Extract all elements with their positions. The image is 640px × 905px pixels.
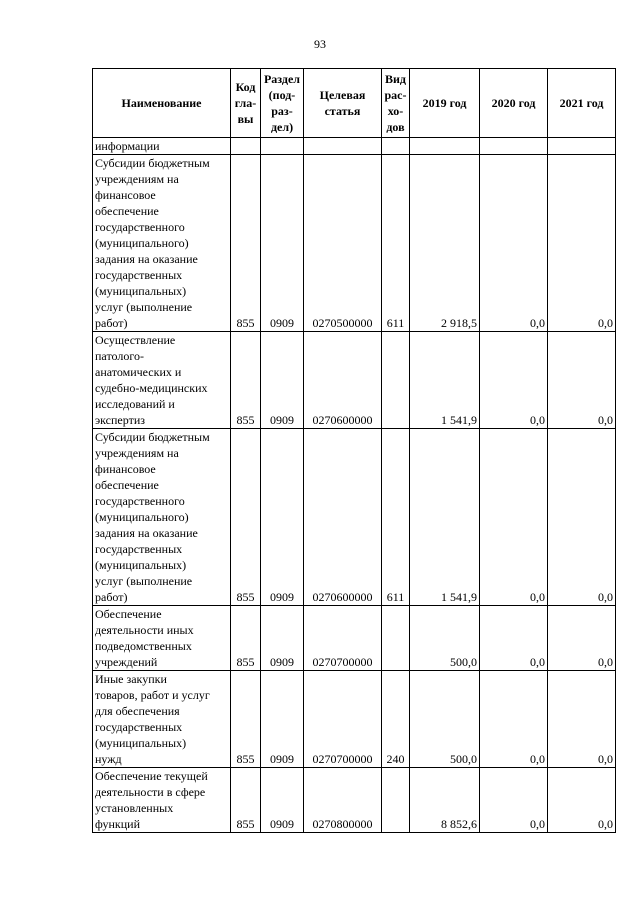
row-2019: 1 541,9	[410, 429, 480, 606]
row-expense: 611	[382, 155, 410, 332]
row-2019: 500,0	[410, 606, 480, 671]
table-row	[93, 768, 616, 833]
table-row	[93, 155, 616, 332]
row-2020: 0,0	[480, 332, 548, 429]
row-expense	[382, 768, 410, 833]
table-row	[93, 138, 616, 155]
row-2020: 0,0	[480, 429, 548, 606]
row-2021: 0,0	[548, 332, 616, 429]
header-expense-type: Вид рас- хо- дов	[382, 69, 410, 138]
row-section: 0909	[261, 332, 304, 429]
row-expense: 240	[382, 671, 410, 768]
header-row	[93, 69, 616, 138]
row-2019: 1 541,9	[410, 332, 480, 429]
header-name: Наименование	[93, 69, 231, 138]
row-target: 0270800000	[304, 768, 382, 833]
row-expense	[382, 138, 410, 155]
row-2021: 0,0	[548, 768, 616, 833]
row-chapter: 855	[231, 332, 261, 429]
row-chapter: 855	[231, 671, 261, 768]
row-target	[304, 138, 382, 155]
row-expense	[382, 332, 410, 429]
row-section: 0909	[261, 429, 304, 606]
row-2020	[480, 138, 548, 155]
header-year-2020: 2020 год	[480, 69, 548, 138]
table-row	[93, 429, 616, 606]
row-name: Обеспечение текущей деятельности в сфере установленных функций	[93, 768, 231, 833]
row-name: Субсидии бюджетным учреждениям на финансовое обеспечение государственного (муниципального) задания на оказание государственных (муниципальных) услуг (выполнение работ)	[93, 429, 231, 606]
row-chapter: 855	[231, 429, 261, 606]
row-name: Субсидии бюджетным учреждениям на финансовое обеспечение государственного (муниципального) задания на оказание государственных (муниципальных) услуг (выполнение работ)	[93, 155, 231, 332]
row-2019: 8 852,6	[410, 768, 480, 833]
row-target: 0270600000	[304, 332, 382, 429]
header-year-2021: 2021 год	[548, 69, 616, 138]
row-target: 0270600000	[304, 429, 382, 606]
row-chapter: 855	[231, 606, 261, 671]
row-section: 0909	[261, 606, 304, 671]
row-target: 0270700000	[304, 606, 382, 671]
row-2021	[548, 138, 616, 155]
row-2019	[410, 138, 480, 155]
row-name: информации	[93, 138, 231, 155]
page-number: 93	[314, 37, 326, 51]
row-2021: 0,0	[548, 606, 616, 671]
row-target: 0270700000	[304, 671, 382, 768]
row-chapter	[231, 138, 261, 155]
row-name: Обеспечение деятельности иных подведомственных учреждений	[93, 606, 231, 671]
row-section: 0909	[261, 671, 304, 768]
table-row	[93, 332, 616, 429]
table-row	[93, 606, 616, 671]
row-section	[261, 138, 304, 155]
header-target-article: Целевая статья	[304, 69, 382, 138]
row-2021: 0,0	[548, 671, 616, 768]
row-2021: 0,0	[548, 429, 616, 606]
row-target: 0270500000	[304, 155, 382, 332]
row-name: Осуществление патолого- анатомических и судебно-медицинских исследований и экспертиз	[93, 332, 231, 429]
row-chapter: 855	[231, 768, 261, 833]
header-chapter-code: Код гла- вы	[231, 69, 261, 138]
row-2020: 0,0	[480, 155, 548, 332]
row-2020: 0,0	[480, 768, 548, 833]
row-expense: 611	[382, 429, 410, 606]
row-section: 0909	[261, 155, 304, 332]
budget-table	[92, 68, 616, 833]
row-2019: 2 918,5	[410, 155, 480, 332]
row-2020: 0,0	[480, 671, 548, 768]
row-chapter: 855	[231, 155, 261, 332]
row-name: Иные закупки товаров, работ и услуг для обеспечения государственных (муниципальных) нужд	[93, 671, 231, 768]
table-row	[93, 671, 616, 768]
row-2020: 0,0	[480, 606, 548, 671]
row-2019: 500,0	[410, 671, 480, 768]
row-expense	[382, 606, 410, 671]
header-year-2019: 2019 год	[410, 69, 480, 138]
row-2021: 0,0	[548, 155, 616, 332]
row-section: 0909	[261, 768, 304, 833]
header-section: Раздел (под- раз- дел)	[261, 69, 304, 138]
